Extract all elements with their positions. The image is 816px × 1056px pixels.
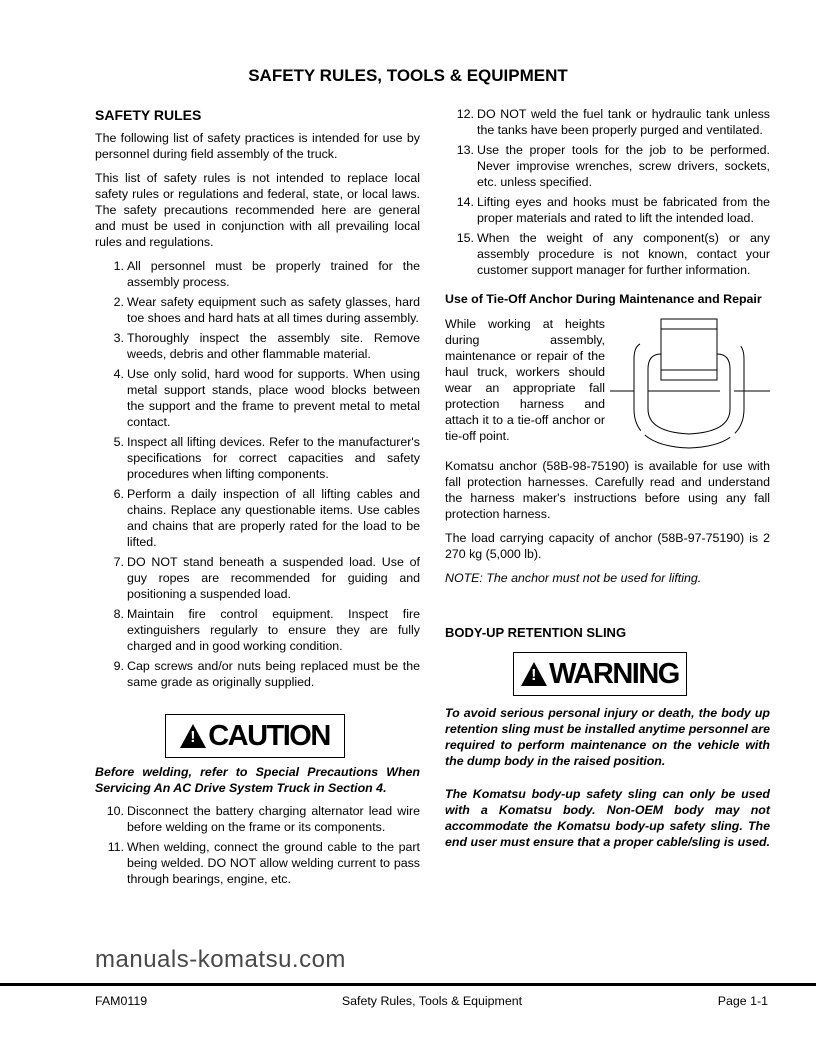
body-up-sling-text: The Komatsu body-up safety sling can only be used with a Komatsu body. Non-OEM body may not accommodate the Komatsu body-up safety sling. The end user must ensure that a proper cable/sling is used. xyxy=(445,787,771,849)
intro-paragraph-1: The following list of safety practices is intended for use by personnel during field assembly of the truck. xyxy=(95,131,420,161)
list-item-number: 14. xyxy=(456,195,474,209)
list-item-text: Inspect all lifting devices. Refer to the manufacturer's specifications for correct capacities and safety procedures when lifting components. xyxy=(127,435,420,481)
list-item-number: 10. xyxy=(106,804,124,818)
komatsu-anchor-text: Komatsu anchor (58B-98-75190) is available for use with fall protection harnesses. Carefully read and understand the harness maker's instructions before using any fall protection harness. xyxy=(445,459,770,521)
load-capacity-text: The load carrying capacity of anchor (58B-97-75190) is 2 270 kg (5,000 lb). xyxy=(445,531,770,561)
list-item-text: Thoroughly inspect the assembly site. Remove weeds, debris and other flammable material. xyxy=(127,331,420,361)
body-up-heading: BODY-UP RETENTION SLING xyxy=(445,625,627,640)
list-item-number: 8. xyxy=(113,607,124,621)
list-item-text: Cap screws and/or nuts being replaced must be the same grade as originally supplied. xyxy=(127,659,420,689)
list-item xyxy=(95,258,420,290)
list-item xyxy=(95,486,420,550)
list-item xyxy=(95,366,420,430)
list-item-number: 5. xyxy=(113,435,124,449)
list-item xyxy=(445,194,770,226)
list-item-text: Maintain fire control equipment. Inspect fire extinguishers regularly to ensure they are fully charged and in good working condition. xyxy=(127,607,420,653)
list-item-text: Wear safety equipment such as safety glasses, hard toe shoes and hard hats at all times during assembly. xyxy=(127,295,420,325)
list-item xyxy=(95,294,420,326)
list-item-text: When welding, connect the ground cable to the part being welded. DO NOT allow welding current to pass through bearings, engine, etc. xyxy=(127,840,420,886)
list-item-number: 3. xyxy=(113,331,124,345)
tie-off-section xyxy=(445,316,770,454)
welding-rules-list xyxy=(95,803,420,887)
list-item-number: 7. xyxy=(113,555,124,569)
page-title: SAFETY RULES, TOOLS & EQUIPMENT xyxy=(248,66,568,85)
list-item-number: 11. xyxy=(107,840,124,854)
anchor-note: NOTE: The anchor must not be used for lifting. xyxy=(445,571,702,585)
list-item xyxy=(95,434,420,482)
list-item-number: 15. xyxy=(456,231,474,245)
tie-off-text: While working at heights during assembly, maintenance or repair of the haul truck, workers should wear an appropriate fall protection harness and attach it to a tie-off anchor or tie-off point. xyxy=(445,317,605,443)
list-item-text: Disconnect the battery charging alternator lead wire before welding on the frame or its components. xyxy=(127,804,420,834)
list-item xyxy=(95,803,420,835)
footer-doc-id: FAM0119 xyxy=(95,994,148,1008)
footer-rule xyxy=(0,983,816,986)
warning-triangle-icon: ! xyxy=(521,662,547,686)
warning-triangle-icon: ! xyxy=(180,724,206,748)
right-column xyxy=(445,106,770,850)
body-up-warning-text: To avoid serious personal injury or death, the body up retention sling must be installed anytime personnel are required to perform maintenance on the vehicle with the dump body in the raised position. xyxy=(445,706,770,768)
caution-text: Before welding, refer to Special Precautions When Servicing An AC Drive System Truck in Section 4. xyxy=(95,765,420,795)
more-rules-list xyxy=(445,106,770,278)
safety-rules-list xyxy=(95,258,420,690)
list-item-text: Use only solid, hard wood for supports. When using metal support stands, place wood blocks between the support and the frame to prevent metal to metal contact. xyxy=(127,367,420,429)
footer-section-title: Safety Rules, Tools & Equipment xyxy=(341,994,523,1008)
list-item-number: 13. xyxy=(456,143,474,157)
left-column xyxy=(95,107,420,891)
list-item xyxy=(445,142,770,190)
list-item-text: DO NOT stand beneath a suspended load. Use of guy ropes are recommended for guiding and positioning a suspended load. xyxy=(127,555,420,601)
list-item-number: 12. xyxy=(456,107,474,121)
list-item xyxy=(445,230,770,278)
list-item-number: 9. xyxy=(113,659,124,673)
safety-rules-heading: SAFETY RULES xyxy=(95,107,202,123)
list-item xyxy=(95,839,420,887)
list-item-text: All personnel must be properly trained for the assembly process. xyxy=(127,259,420,289)
footer-page-number: Page 1-1 xyxy=(717,994,768,1008)
list-item-number: 1. xyxy=(113,259,124,273)
list-item xyxy=(445,106,770,138)
list-item-text: Perform a daily inspection of all lifting cables and chains. Replace any questionable items. Use cables and chains that are properly rated for the load to be lifted. xyxy=(127,487,420,549)
list-item xyxy=(95,606,420,654)
list-item xyxy=(95,658,420,690)
list-item-number: 2. xyxy=(113,295,124,309)
list-item-text: Lifting eyes and hooks must be fabricated from the proper materials and rated to lift the intended load. xyxy=(477,195,770,225)
warning-label: WARNING xyxy=(549,657,679,690)
warning-box xyxy=(513,652,687,696)
list-item-text: Use the proper tools for the job to be performed. Never improvise wrenches, screw drivers, sockets, etc. unless specified. xyxy=(477,143,770,189)
list-item-text: When the weight of any component(s) or any assembly procedure is not known, contact your customer support manager for further information. xyxy=(477,231,770,277)
tie-off-anchor-illustration xyxy=(610,314,770,454)
list-item-number: 4. xyxy=(113,367,124,381)
list-item-number: 6. xyxy=(113,487,124,501)
caution-label: CAUTION xyxy=(208,719,330,752)
list-item-text: DO NOT weld the fuel tank or hydraulic tank unless the tanks have been properly purged and ventilated. xyxy=(477,107,770,137)
intro-paragraph-2: This list of safety rules is not intended to replace local safety rules or regulations and federal, state, or local laws. The safety precautions recommended here are general and must be used in conjunction with all prevailing local rules and regulations. xyxy=(95,171,420,249)
list-item xyxy=(95,330,420,362)
tie-off-heading: Use of Tie-Off Anchor During Maintenance and Repair xyxy=(445,292,762,306)
list-item xyxy=(95,554,420,602)
caution-box xyxy=(165,714,345,758)
watermark: manuals-komatsu.com xyxy=(95,946,346,973)
